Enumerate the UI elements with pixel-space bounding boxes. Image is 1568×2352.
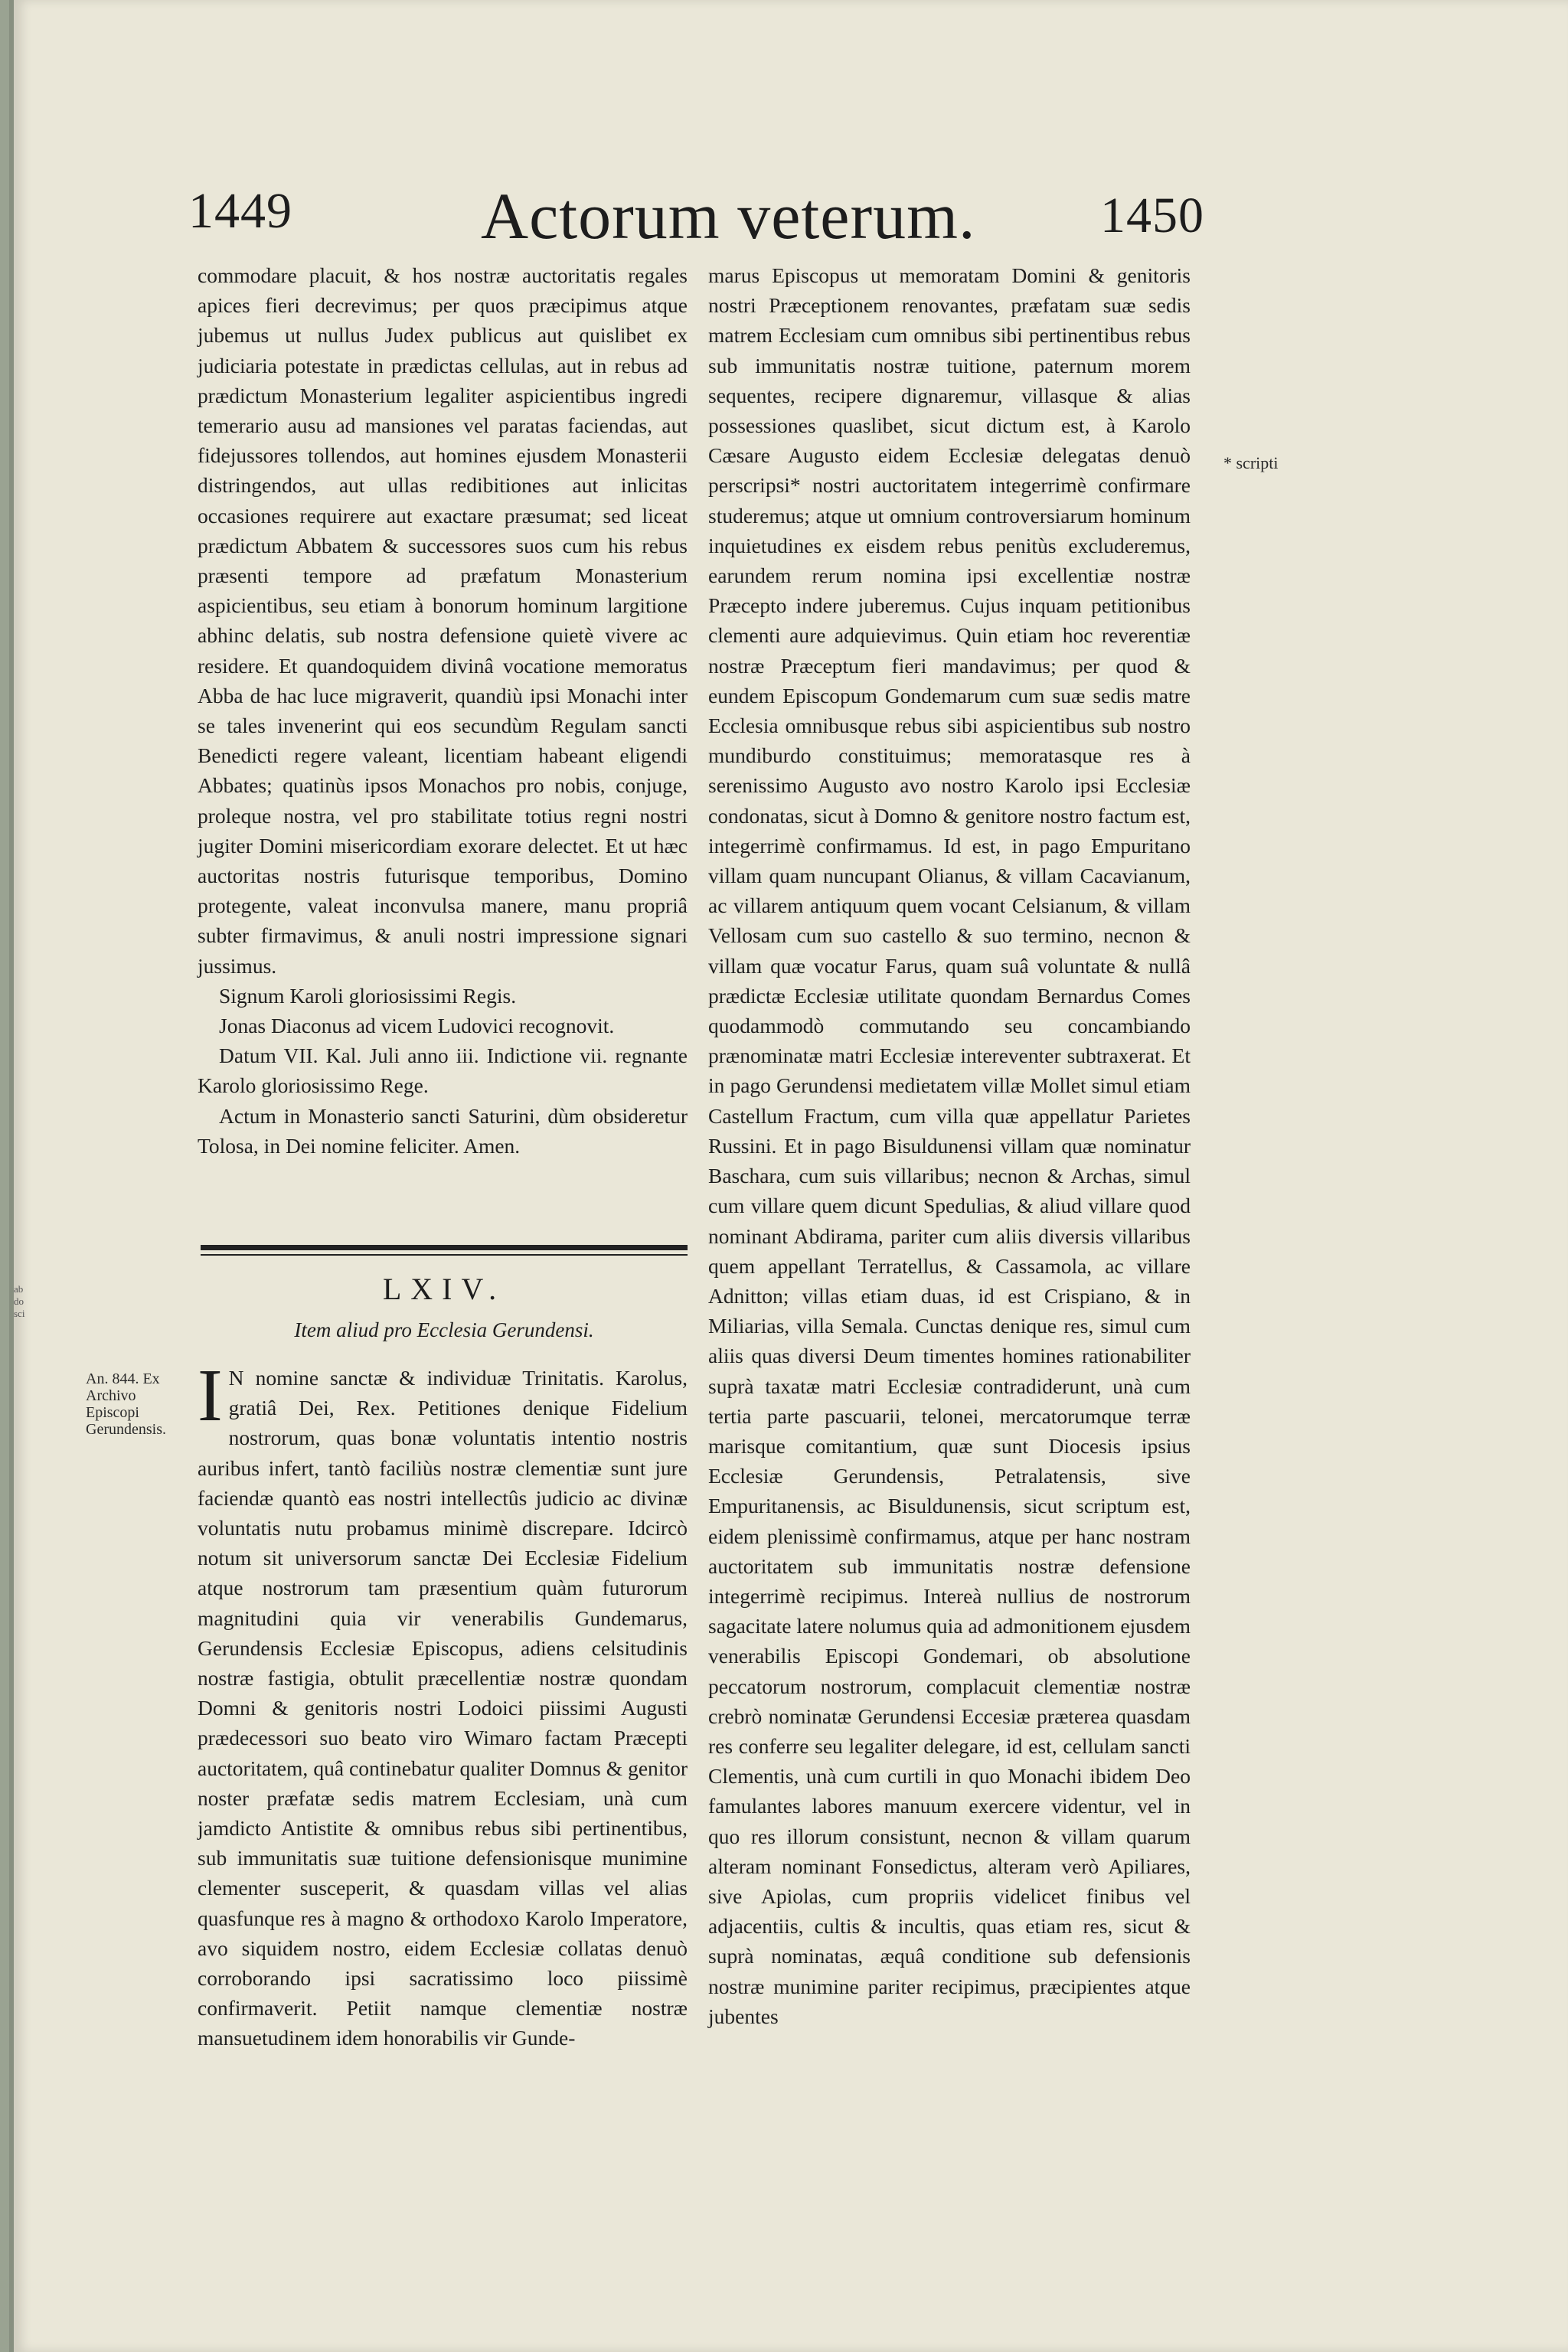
page-title: Actorum veterum.	[481, 179, 976, 253]
section-title: Item aliud pro Ecclesia Gerundensi.	[294, 1318, 594, 1341]
actum-line: Actum in Monasterio sancti Saturini, dùm obsideretur Tolosa, in Dei nomine feliciter. Amen.	[198, 1103, 688, 1158]
signature-line: Signum Karoli gloriosissimi Regis.	[219, 983, 517, 1008]
margin-note-source: An. 844. Ex Archivo Episcopi Gerundensis.	[86, 1370, 166, 1438]
section-divider-thin	[201, 1254, 688, 1256]
charter-body-text: marus Episcopus ut memoratam Domini & genitoris nostri Præceptionem renovantes, præfatam suæ sedis matrem Ecclesiam cum omnibus sibi pertinentibus rebus sub immunitatis nostræ tuitione, paternum morem sequentes, recipere dignaremur, villasque & alias possessiones quaslibet, sicut dictum est, à Karolo Cæsare Augusto eidem Ecclesiæ delegatas denuò perscripsi* nostri auctoritatem integerrimè confirmare studeremus; atque ut omnium controversiarum hominum inquietudines ex eisdem rebus penitùs excluderemus, earundem rerum nomina ipsi excellentiæ nostræ Præcepto indere juberemus. Cujus inquam petitionibus clementi aure adquievimus. Quin etiam hoc reverentiæ nostræ Præceptum fieri mandavimus; per quod & eundem Episcopum Gondemarum cum suæ sedis matre Ecclesia omnibusque rebus sibi aspicientibus sub nostro mundiburdo constituimus; memoratasque res à serenissimo Augusto avo nostro Karolo ipsi Ecclesiæ condonatas, sicut à Domno & genitore nostro factum est, integerrimè confirmamus. Id est, in pago Empuritano villam quam nuncupant Olianus, & villam Cacavianum, ac villarem antiquum quem vocant Celsianum, & villam Vellosam cum suo castello & suo termino, necnon & villam quæ vocatur Farus, quam suâ voluntate & nullâ prædictæ Ecclesiæ utilitate quondam Bernardus Comes quodammodò commutando seu concambiando prænominatæ matri Ecclesiæ intereventer subtraxerat. Et in pago Gerundensi medietatem villæ Mollet simul etiam Castellum Fractum, cum villa quæ appellatur Parietes Russini. Et in pago Bisuldunensi villam quæ nominatur Baschara, cum suis villaribus; necnon & Archas, simul cum villare quem dicunt Spedulias, & aliud villare quod nominant Abdirama, pariter cum aliis diversis villaribus quem appellant Terratellus, & Cassamola, ac villare Adnitton; villas etiam duas, id est Crispiano, & in Miliarias, villa Semala. Cunctas denique res, simul cum aliis quas diversi Deum timentes homines rationabiliter suprà taxatæ matri Ecclesiæ contradiderunt, unà cum tertia parte pascuarii, telonei, mercatorumque terræ marisque comitantium, quæ sunt Diocesis ipsius Ecclesiæ Gerundensis, Petralatensis, sive Empuritanensis, ac Bisuldunensis, sicut scriptum est, eidem plenissimè confirmamus, atque per hanc nostram auctoritatem sub immunitatis nostræ defensione integerrimè recipimus. Intereà nullius de nostrorum sagacitate latere nolumus quia ad admonitionem ejusdem venerabilis Episcopi Gondemari, ob absolutione peccatorum nostrorum, complacuit clementiæ nostræ crebrò nominatæ Gerundensi Eccesiæ præterea quasdam res conferre seu legaliter delegare, id est, cellulam sancti Clementis, unà cum curtili in quo Monachi ibidem Deo famulantes labores manuum exercere videntur, vel in quo res illorum consistunt, necnon & villam quarum alteram nominant Fonsedictus, alteram verò Apiliares, sive Apiolas, cum propriis videlicet finibus vel adjacentiis, cultis & incultis, quas etiam res, sicut & suprà nominatas, æquâ conditione sub defensionis nostræ munimine pariter recipimus, præcipientes atque jubentes	[708, 263, 1191, 2028]
page-number-right: 1450	[1100, 188, 1204, 243]
section-number: LXIV.	[382, 1272, 506, 1306]
margin-note-variant: * scripti	[1223, 453, 1279, 472]
left-column-top	[198, 260, 688, 1161]
charter-continuation-paragraph: commodare placuit, & hos nostræ auctoritatis regales apices fieri decrevimus; per quos præcipimus atque jubemus ut nullus Judex publicus aut quislibet ex judiciaria potestate in prædictas cellulas, aut in rebus ad prædictum Monasterium legaliter aspicientibus ingredi temerario ausu ad mansiones vel paratas faciendas, aut fidejussores tollendos, aut homines ejusdem Monasterii distringendos, aut ullas redibitiones aut inlicitas occasiones requirere aut exactare præsumat; sed liceat prædictum Abbatem & successores suos cum his rebus præsenti tempore ad præfatum Monasterium aspicientibus, seu etiam à bonorum hominum largitione abhinc delatis, sub nostra defensione quietè vivere ac residere. Et quandoquidem divinâ vocatione memoratus Abba de hac luce migraverit, quandiù ipsi Monachi inter se tales invenerint qui eos secundùm Regulam sancti Benedicti regere valeant, licentiam habeant eligendi Abbates; quatinùs ipsos Monachos pro nobis, conjuge, proleque nostra, vel pro stabilitate totius regni nostri jugiter Domini misericordiam exorare delectet. Et ut hæc auctoritas nostris futurisque temporibus, Domino protegente, valeat inconvulsa manere, manu propriâ subter firmavimus, & anuli nostri impressione signari jussimus.	[198, 263, 688, 978]
charter-opening-paragraph	[198, 1354, 688, 2053]
charter-opening-text: N nomine sanctæ & individuæ Trinitatis. Karolus, gratiâ Dei, Rex. Petitiones denique Fidelium nostrorum, quas bonæ voluntatis intentio nostris auribus infert, tantò faciliùs nostræ clementiæ sunt jure faciendæ quantò eas nostri intellectûs judicio ac divinæ voluntatis nutu probamus minimè discrepare. Idcircò notum sit universorum sanctæ Dei Ecclesiæ Fidelium atque nostrorum tam præsentium quàm futurorum magnitudini quia vir venerabilis Gundemarus, Gerundensis Ecclesiæ Episcopus, adiens celsitudinis nostræ fastigia, obtulit præcellentiæ nostræ quondam Domni & genitoris nostri Lodoici piissimi Augusti prædecessori suo beato viro Wimaro factam Præcepti auctoritatem, quâ continebatur qualiter Domnus & genitor noster præfatæ sedis matrem Ecclesiam, unà cum jamdicto Antistite & omnibus rebus sibi pertinentibus, sub immunitatis suæ tuitione defensionisque munimine clementer susceperit, & quasdam villas vel alias quasfunque res à magno & orthodoxo Karolo Imperatore, avo siquidem nostro, eidem Ecclesiæ collatas denuò corroborando ipsi sacratissimo loco piissimè confirmaverit. Petiit namque clementiæ nostræ mansuetudinem idem honorabilis vir Gunde-	[198, 1366, 688, 2050]
right-column	[708, 260, 1191, 2031]
running-header	[0, 178, 1568, 262]
drop-cap-letter: I	[198, 1354, 223, 1437]
section-divider-thick	[201, 1245, 688, 1250]
page-number-left: 1449	[188, 183, 292, 239]
left-column-bottom	[198, 1354, 688, 2053]
dating-line: Datum VII. Kal. Juli anno iii. Indictione vii. regnante Karolo gloriosissimo Rege.	[198, 1044, 688, 1098]
recognition-line: Jonas Diaconus ad vicem Ludovici recognovit.	[219, 1014, 615, 1038]
adjacent-page-edge	[0, 0, 9, 2352]
binding-fragment-text: ab do sci	[14, 1283, 25, 1319]
